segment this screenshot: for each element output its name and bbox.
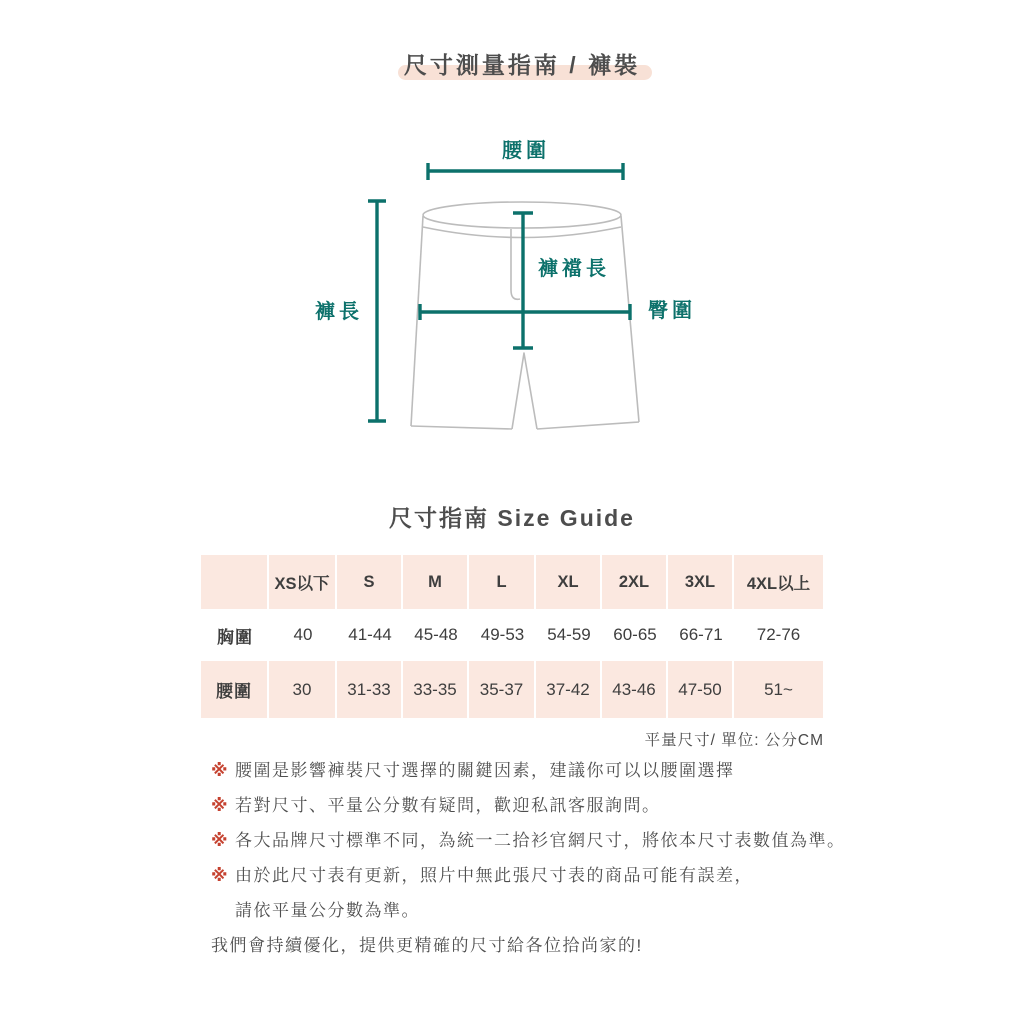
note-item: [211, 760, 851, 782]
table-header-cell: 4XL以上: [734, 555, 823, 609]
note-text: 各大品牌尺寸標準不同，為統一二拾衫官網尺寸，將依本尺寸表數值為準。: [235, 831, 846, 850]
unit-note: 平量尺寸/ 單位: 公分CM: [644, 732, 824, 749]
table-cell: 72-76: [734, 609, 823, 661]
table-cell: 45-48: [403, 609, 469, 661]
note-marker: ※: [211, 831, 230, 850]
shorts-measurement-diagram: [280, 128, 720, 463]
table-cell: 41-44: [337, 609, 403, 661]
shorts-outline-drawing: [411, 202, 639, 429]
note-text: 腰圍是影響褲裝尺寸選擇的關鍵因素，建議你可以以腰圍選擇: [235, 761, 735, 780]
note-text: 若對尺寸、平量公分數有疑問，歡迎私訊客服詢問。: [235, 796, 661, 815]
table-cell: 54-59: [536, 609, 602, 661]
table-header-cell: 3XL: [668, 555, 734, 609]
table-row-label: 腰圍: [201, 661, 269, 718]
table-cell: 51~: [734, 661, 823, 718]
table-cell: 35-37: [469, 661, 536, 718]
table-cell: 43-46: [602, 661, 668, 718]
note-item: [211, 830, 851, 852]
table-cell: 33-35: [403, 661, 469, 718]
notes-block: [211, 760, 851, 957]
table-cell: 30: [269, 661, 337, 718]
table-header-cell: 2XL: [602, 555, 668, 609]
note-continuation: [235, 900, 851, 922]
note-item: [211, 865, 851, 887]
table-header-cell: S: [337, 555, 403, 609]
table-cell: 37-42: [536, 661, 602, 718]
note-marker: ※: [211, 866, 230, 885]
table-header-cell: L: [469, 555, 536, 609]
note-marker: ※: [211, 761, 230, 780]
note-item: [211, 795, 851, 817]
note-marker: ※: [211, 796, 230, 815]
length-label: 褲長: [315, 301, 363, 323]
table-cell: 66-71: [668, 609, 734, 661]
crotch-measure-line: [513, 213, 533, 348]
table-cell: 47-50: [668, 661, 734, 718]
table-cell: 60-65: [602, 609, 668, 661]
note-text: 我們會持續優化，提供更精確的尺寸給各位拾尚家的!: [211, 936, 643, 955]
table-header-cell: M: [403, 555, 469, 609]
table-header-cell: XL: [536, 555, 602, 609]
table-header-cell: [201, 555, 269, 609]
table-cell: 49-53: [469, 609, 536, 661]
note-text: 請依平量公分數為準。: [235, 901, 420, 920]
section-title: 尺寸指南 Size Guide: [389, 505, 635, 531]
page-title: 尺寸測量指南 / 褲裝: [404, 48, 640, 82]
length-measure-line: [368, 201, 386, 421]
waist-label: 腰圍: [502, 140, 550, 162]
waist-measure-line: [428, 163, 623, 180]
note-text: 由於此尺寸表有更新，照片中無此張尺寸表的商品可能有誤差，: [235, 866, 753, 885]
fly-seam: [511, 229, 520, 299]
page-title-wrap: [20, 48, 1024, 82]
table-row-label: 胸圍: [201, 609, 269, 661]
hip-measure-line: [420, 304, 630, 320]
table-header-cell: XS以下: [269, 555, 337, 609]
crotch-label: 褲襠長: [538, 258, 610, 280]
size-table: [201, 555, 823, 718]
hip-label: 臀圍: [648, 300, 696, 322]
note-footer: [211, 935, 851, 957]
table-cell: 40: [269, 609, 337, 661]
table-cell: 31-33: [337, 661, 403, 718]
